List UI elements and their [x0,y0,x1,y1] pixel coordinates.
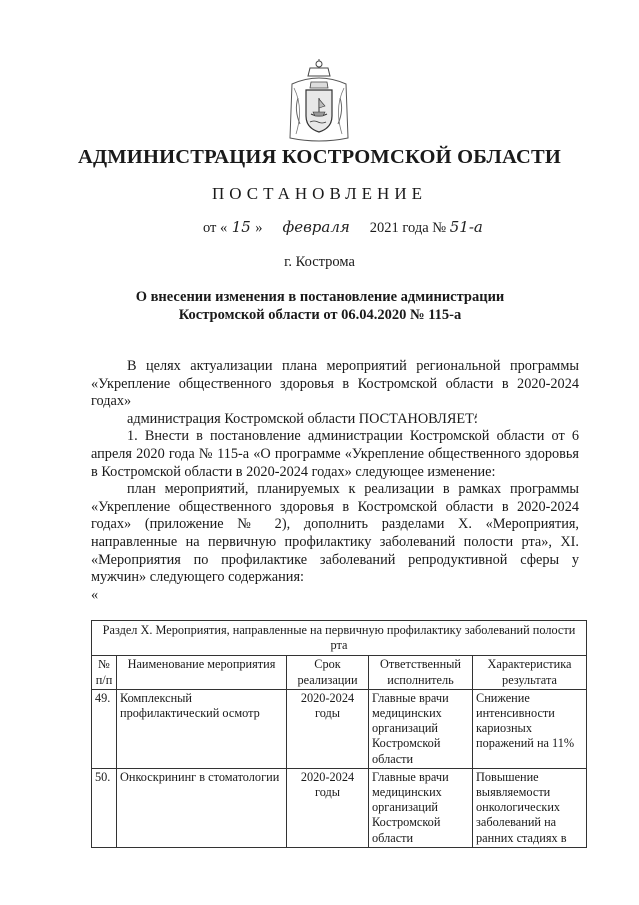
header-executor: Ответственный исполнитель [369,656,473,689]
date-day-handwritten: 15 [231,218,251,236]
table-row [92,768,587,847]
table-section-title: Раздел X. Мероприятия, направленные на первичную профилактику заболеваний полости рта [92,621,587,656]
quote-open: « [91,586,99,603]
body-paragraph-3: 1. Внести в постановление администрации Костромской области от 6 апреля 2020 года № 115-а «О программе «Укрепление общественного здоровья в Костромской области в 2020-2024 годах» следующее изменение: [91,428,579,480]
header-result: Характеристика результата [473,656,587,689]
header-number: № п/п [92,656,117,689]
body-paragraph-1: В целях актуализации плана мероприятий региональной программы «Укрепление общественного здоровья в Костромской области в 2020-2024 годах» [91,358,579,410]
document-type: ПОСТАНОВЛЕНИЕ [211,184,427,203]
row-number: 50. [92,768,117,847]
date-prefix: от « [203,220,228,236]
row-period: 2020-2024 годы [287,768,369,847]
document-subject [100,288,540,324]
coat-of-arms-icon [284,58,354,146]
row-period: 2020-2024 годы [287,689,369,768]
subject-line-2: Костромской области от 06.04.2020 № 115-а [178,307,462,323]
date-month-handwritten: февраля [282,218,350,236]
document-body [91,358,579,604]
header-period: Срок реализации [287,656,369,689]
row-result: Повышение выявляемости онкологических заболеваний на ранних стадиях в [473,768,587,847]
document-number-handwritten: 51-а [449,218,483,236]
header-name: Наименование мероприятия [117,656,287,689]
row-result: Снижение интенсивности кариозных поражений на 11% [473,689,587,768]
row-executor: Главные врачи медицинских организаций Костромской области [369,689,473,768]
table-row [92,689,587,768]
body-paragraph-2: администрация Костромской области ПОСТАНОВЛЯЕТ: [127,410,478,427]
row-name: Комплексный профилактический осмотр [117,689,287,768]
row-executor: Главные врачи медицинских организаций Костромской области [369,768,473,847]
city-line: г. Кострома [284,254,355,270]
row-name: Онкоскрининг в стоматологии [117,768,287,847]
table-header-row [92,656,587,689]
body-paragraph-4: план мероприятий, планируемых к реализации в рамках программы «Укрепление общественного здоровья в Костромской области в 2020-2024 годах» (приложение № 2), дополнить разделами X. «Мероприятия, направленные на первичную профилактику заболеваний полости рта», XI. «Мероприятия по профилактике заболеваний репродуктивной сферы у мужчин» следующего содержания: [91,481,579,586]
measures-table [91,620,587,848]
organization-title: АДМИНИСТРАЦИЯ КОСТРОМСКОЙ ОБЛАСТИ [77,146,562,168]
date-year: 2021 года № [369,220,447,236]
document-date-line [203,218,508,237]
subject-line-1: О внесении изменения в постановление администрации [135,289,505,305]
date-separator: » [255,220,263,236]
row-number: 49. [92,689,117,768]
